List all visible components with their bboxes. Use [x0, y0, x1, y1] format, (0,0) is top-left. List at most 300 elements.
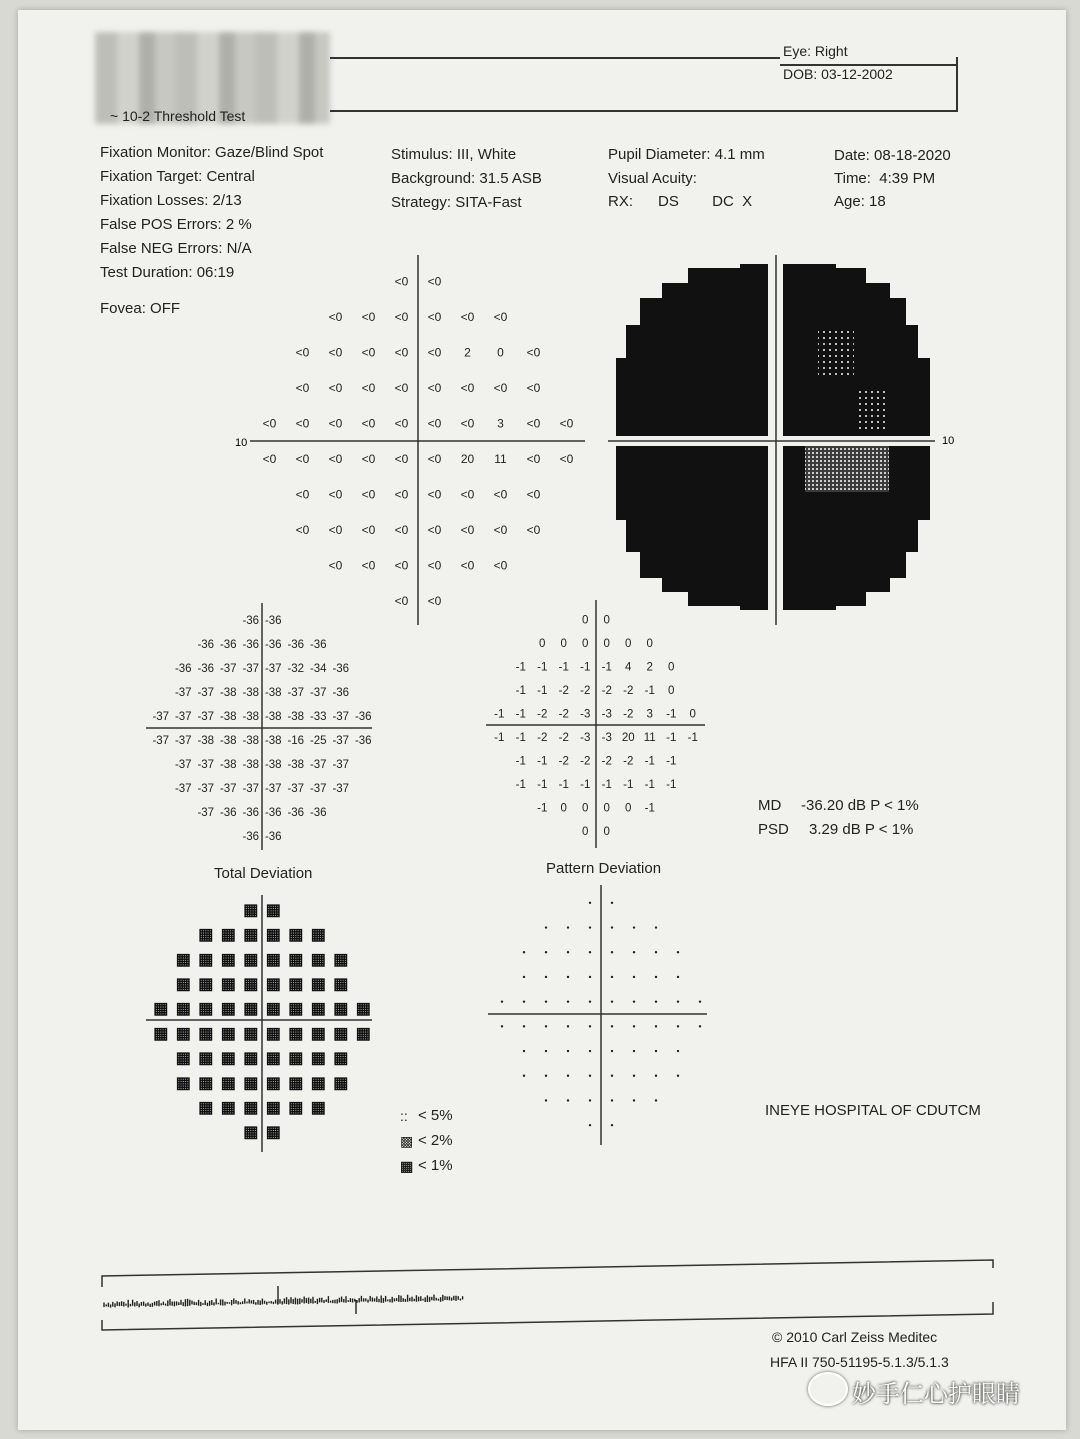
threshold-value: <0 [328, 522, 343, 537]
fixation-monitor: Fixation Monitor: Gaze/Blind Spot [100, 144, 324, 161]
legend-5pct-symbol: :: [400, 1108, 408, 1124]
td-prob-symbol-1pct: ▦ [220, 1000, 236, 1018]
threshold-value: 0 [497, 345, 504, 360]
pattern_deviation-value: 0 [560, 637, 567, 650]
test-title: ~ 10-2 Threshold Test [110, 108, 246, 124]
threshold-value: <0 [361, 309, 376, 324]
total_deviation-value: -37 [197, 807, 215, 820]
pattern_deviation-value: 0 [582, 637, 589, 650]
pattern_deviation-value: -2 [601, 755, 612, 768]
grayscale-axis-label: 10 [942, 435, 955, 447]
pattern_deviation-value: -1 [666, 755, 677, 768]
threshold-value: <0 [295, 345, 310, 360]
td-prob-symbol-1pct: ▦ [288, 1074, 304, 1092]
td-prob-symbol-1pct: ▦ [243, 1000, 259, 1018]
total_deviation-value: -37 [332, 711, 350, 724]
patient-age: Age: 18 [834, 193, 886, 210]
threshold-value: <0 [262, 416, 277, 431]
td-prob-symbol-1pct: ▦ [198, 1000, 214, 1018]
threshold-value: <0 [295, 416, 310, 431]
threshold-value: <0 [526, 416, 541, 431]
td-prob-symbol-1pct: ▦ [175, 1050, 191, 1068]
pattern_deviation-value: 0 [582, 802, 589, 815]
copyright-notice: © 2010 Carl Zeiss Meditec [772, 1329, 938, 1345]
threshold-value: <0 [427, 451, 442, 466]
threshold-value: <0 [427, 309, 442, 324]
test-time: Time: 4:39 PM [834, 170, 936, 187]
total_deviation-value: -37 [174, 711, 192, 724]
total_deviation-value: -38 [287, 711, 305, 724]
total_deviation-value: -36 [242, 615, 260, 628]
total_deviation-value: -38 [264, 735, 282, 748]
pattern_deviation-value: -2 [601, 684, 612, 697]
dob-label: DOB: 03-12-2002 [783, 66, 893, 82]
total_deviation-value: -37 [287, 783, 305, 796]
threshold-value: <0 [427, 487, 442, 502]
md-label: MD [758, 797, 782, 814]
pattern_deviation-value: 0 [668, 684, 675, 697]
threshold-value: <0 [427, 416, 442, 431]
td-prob-symbol-1pct: ▦ [198, 1074, 214, 1092]
total_deviation-value: -36 [287, 807, 305, 820]
threshold-value: 20 [460, 451, 475, 466]
td-prob-symbol-1pct: ▦ [175, 1074, 191, 1092]
threshold-value: <0 [493, 380, 508, 395]
td-prob-symbol-1pct: ▦ [355, 1000, 371, 1018]
total_deviation-value: -38 [242, 711, 260, 724]
threshold-value: <0 [460, 487, 475, 502]
total_deviation-value: -36 [197, 663, 215, 676]
total_deviation-value: -38 [219, 759, 237, 772]
threshold-value: <0 [460, 309, 475, 324]
threshold-value: <0 [559, 416, 574, 431]
pattern_deviation-value: 0 [603, 802, 610, 815]
td-prob-symbol-1pct: ▦ [198, 926, 214, 944]
td-prob-symbol-1pct: ▦ [265, 975, 281, 993]
pattern_deviation-value: 0 [603, 637, 610, 650]
test-duration: Test Duration: 06:19 [100, 264, 235, 281]
total_deviation-value: -37 [332, 735, 350, 748]
td-prob-symbol-1pct: ▦ [333, 1025, 349, 1043]
pattern_deviation-value: -2 [558, 708, 569, 721]
pattern_deviation-value: -2 [623, 684, 634, 697]
threshold-value: <0 [526, 451, 541, 466]
td-prob-symbol-1pct: ▦ [288, 926, 304, 944]
td-prob-symbol-1pct: ▦ [265, 1074, 281, 1092]
td-prob-symbol-1pct: ▦ [310, 951, 326, 969]
td-prob-symbol-1pct: ▦ [175, 1000, 191, 1018]
pattern_deviation-value: 0 [668, 661, 675, 674]
total_deviation-value: -36 [264, 615, 282, 628]
pattern_deviation-value: 0 [603, 825, 610, 838]
psd-value: 3.29 dB P < 1% [809, 821, 914, 838]
threshold-value: <0 [394, 274, 409, 289]
total_deviation-value: -36 [219, 807, 237, 820]
pattern_deviation-value: -2 [558, 755, 569, 768]
td-prob-symbol-1pct: ▦ [198, 1025, 214, 1043]
total_deviation-value: -25 [309, 735, 327, 748]
wechat-icon [808, 1372, 848, 1406]
rx: RX: DS DC X [608, 193, 753, 210]
md-value: -36.20 dB P < 1% [801, 797, 919, 814]
td-prob-symbol-1pct: ▦ [198, 951, 214, 969]
threshold-value: <0 [295, 487, 310, 502]
test-date: Date: 08-18-2020 [834, 147, 951, 164]
false-pos-errors: False POS Errors: 2 % [100, 216, 252, 233]
td-prob-symbol-1pct: ▦ [265, 1099, 281, 1117]
td-prob-symbol-1pct: ▦ [333, 1000, 349, 1018]
td-prob-symbol-1pct: ▦ [243, 1099, 259, 1117]
threshold-value: <0 [493, 487, 508, 502]
td-prob-symbol-1pct: ▦ [288, 1025, 304, 1043]
total_deviation-value: -37 [152, 735, 170, 748]
total_deviation-value: -32 [287, 663, 305, 676]
pattern_deviation-value: -1 [515, 661, 526, 674]
threshold-value: <0 [427, 380, 442, 395]
threshold-value: <0 [361, 451, 376, 466]
td-prob-symbol-1pct: ▦ [310, 1000, 326, 1018]
td-prob-symbol-1pct: ▦ [265, 1025, 281, 1043]
fovea-status: Fovea: OFF [100, 300, 181, 317]
total_deviation-value: -34 [309, 663, 327, 676]
total_deviation-value: -36 [242, 807, 260, 820]
pattern_deviation-value: 0 [539, 637, 546, 650]
td-prob-symbol-1pct: ▦ [198, 1099, 214, 1117]
threshold-value: <0 [394, 558, 409, 573]
total_deviation-value: -36 [264, 831, 282, 844]
pattern_deviation-value: -1 [601, 778, 612, 791]
pattern_deviation-value: 0 [603, 614, 610, 627]
fixation-losses: Fixation Losses: 2/13 [100, 192, 242, 209]
total_deviation-value: -37 [264, 663, 282, 676]
total_deviation-value: -37 [309, 783, 327, 796]
total-deviation-title: Total Deviation [214, 865, 313, 882]
threshold-value: <0 [295, 451, 310, 466]
td-prob-symbol-1pct: ▦ [333, 951, 349, 969]
total_deviation-value: -38 [242, 735, 260, 748]
total_deviation-value: -37 [242, 783, 260, 796]
pattern_deviation-value: -1 [537, 661, 548, 674]
td-prob-symbol-1pct: ▦ [333, 1074, 349, 1092]
total_deviation-value: -37 [242, 663, 260, 676]
gaze-strip-bottom-border [102, 1302, 993, 1330]
pupil-diameter: Pupil Diameter: 4.1 mm [608, 146, 765, 163]
total_deviation-value: -37 [174, 759, 192, 772]
pattern_deviation-value: -1 [687, 731, 698, 744]
td-prob-symbol-1pct: ▦ [265, 1124, 281, 1142]
td-prob-symbol-1pct: ▦ [243, 975, 259, 993]
td-prob-symbol-1pct: ▦ [288, 951, 304, 969]
total_deviation-value: -36 [264, 639, 282, 652]
pattern_deviation-value: 0 [625, 802, 632, 815]
threshold-value: <0 [361, 522, 376, 537]
threshold-value: <0 [394, 593, 409, 608]
threshold-value: <0 [328, 487, 343, 502]
total_deviation-value: -36 [264, 807, 282, 820]
threshold-value: <0 [328, 558, 343, 573]
psd-label: PSD [758, 821, 789, 838]
td-prob-symbol-1pct: ▦ [243, 926, 259, 944]
pattern_deviation-value: -3 [580, 708, 591, 721]
td-prob-symbol-1pct: ▦ [310, 1074, 326, 1092]
threshold-value: <0 [427, 522, 442, 537]
hospital-name: INEYE HOSPITAL OF CDUTCM [765, 1102, 981, 1119]
pattern_deviation-value: -1 [537, 802, 548, 815]
total_deviation-value: -38 [287, 759, 305, 772]
pattern_deviation-value: -1 [558, 661, 569, 674]
pattern_deviation-value: 0 [560, 802, 567, 815]
total_deviation-value: -36 [332, 663, 350, 676]
threshold-value: <0 [328, 451, 343, 466]
total_deviation-value: -37 [174, 735, 192, 748]
total_deviation-value: -36 [242, 639, 260, 652]
threshold-value: <0 [295, 522, 310, 537]
pattern_deviation-value: -1 [644, 778, 655, 791]
threshold-value: <0 [328, 309, 343, 324]
pattern_deviation-value: 0 [646, 637, 653, 650]
total_deviation-value: -37 [197, 783, 215, 796]
threshold-value: <0 [328, 380, 343, 395]
pattern_deviation-value: -1 [537, 684, 548, 697]
total_deviation-value: -37 [309, 759, 327, 772]
total_deviation-value: -38 [242, 687, 260, 700]
td-prob-symbol-1pct: ▦ [153, 1025, 169, 1043]
legend-2pct-label: < 2% [418, 1132, 453, 1149]
total_deviation-value: -37 [332, 783, 350, 796]
td-prob-symbol-1pct: ▦ [175, 951, 191, 969]
td-prob-symbol-1pct: ▦ [243, 951, 259, 969]
legend-1pct-label: < 1% [418, 1157, 453, 1174]
td-prob-symbol-1pct: ▦ [265, 1000, 281, 1018]
eye-label: Eye: Right [783, 43, 848, 59]
stimulus: Stimulus: III, White [391, 146, 517, 163]
threshold-value: <0 [361, 345, 376, 360]
total_deviation-value: -37 [309, 687, 327, 700]
td-prob-symbol-1pct: ▦ [243, 1074, 259, 1092]
total_deviation-value: -36 [219, 639, 237, 652]
pattern_deviation-value: -3 [580, 731, 591, 744]
total_deviation-value: -37 [197, 759, 215, 772]
td-prob-symbol-1pct: ▦ [198, 1050, 214, 1068]
total_deviation-value: -37 [287, 687, 305, 700]
pattern_deviation-value: -1 [601, 661, 612, 674]
pattern_deviation-value: 4 [625, 661, 632, 674]
total_deviation-value: -36 [242, 831, 260, 844]
td-prob-symbol-1pct: ▦ [333, 975, 349, 993]
pattern_deviation-value: -2 [537, 708, 548, 721]
legend-1pct-symbol: ▦ [400, 1158, 414, 1174]
pattern_deviation-value: 0 [582, 614, 589, 627]
td-prob-symbol-1pct: ▦ [310, 1025, 326, 1043]
pattern_deviation-value: 0 [689, 708, 696, 721]
threshold-value: <0 [493, 309, 508, 324]
pattern_deviation-value: -2 [580, 684, 591, 697]
threshold-value: <0 [526, 380, 541, 395]
total_deviation-value: -38 [219, 735, 237, 748]
td-prob-symbol-1pct: ▦ [153, 1000, 169, 1018]
pattern_deviation-value: -1 [494, 731, 505, 744]
total_deviation-value: -36 [332, 687, 350, 700]
td-prob-symbol-1pct: ▦ [355, 1025, 371, 1043]
threshold-value: <0 [262, 451, 277, 466]
pattern_deviation-value: -2 [558, 684, 569, 697]
threshold-axis-label: 10 [235, 437, 248, 449]
td-prob-symbol-1pct: ▦ [243, 901, 259, 919]
pattern_deviation-value: -3 [601, 708, 612, 721]
threshold-value: 2 [464, 345, 471, 360]
pattern_deviation-value: -2 [537, 731, 548, 744]
td-prob-symbol-1pct: ▦ [198, 975, 214, 993]
threshold-value: <0 [460, 558, 475, 573]
td-prob-symbol-1pct: ▦ [220, 1025, 236, 1043]
td-prob-symbol-1pct: ▦ [220, 1099, 236, 1117]
total_deviation-value: -38 [264, 687, 282, 700]
threshold-value: <0 [394, 345, 409, 360]
background: Background: 31.5 ASB [391, 170, 542, 187]
pattern_deviation-value: -1 [644, 684, 655, 697]
td-prob-symbol-1pct: ▦ [265, 901, 281, 919]
td-prob-symbol-1pct: ▦ [288, 975, 304, 993]
total_deviation-value: -38 [264, 759, 282, 772]
threshold-value: <0 [559, 451, 574, 466]
device-model: HFA II 750-51195-5.1.3/5.1.3 [770, 1354, 949, 1370]
threshold-value: <0 [493, 522, 508, 537]
pattern_deviation-value: -1 [558, 778, 569, 791]
legend-2pct-symbol: ▩ [400, 1133, 414, 1149]
threshold-value: <0 [394, 380, 409, 395]
total_deviation-value: -37 [219, 783, 237, 796]
legend-5pct-label: < 5% [418, 1107, 453, 1124]
total_deviation-value: -38 [219, 687, 237, 700]
threshold-value: <0 [295, 380, 310, 395]
td-prob-symbol-1pct: ▦ [310, 975, 326, 993]
pattern_deviation-value: -1 [666, 778, 677, 791]
total_deviation-value: -38 [219, 711, 237, 724]
threshold-value: <0 [394, 487, 409, 502]
pattern-deviation-title: Pattern Deviation [546, 860, 662, 877]
threshold-value: 3 [497, 416, 504, 431]
watermark-text: 妙手仁心护眼睛 [852, 1381, 1020, 1408]
pattern_deviation-value: -1 [515, 731, 526, 744]
total_deviation-value: -37 [264, 783, 282, 796]
td-prob-symbol-1pct: ▦ [220, 951, 236, 969]
total_deviation-value: -37 [332, 759, 350, 772]
threshold-value: <0 [526, 487, 541, 502]
threshold-value: <0 [493, 558, 508, 573]
threshold-value: 11 [494, 451, 507, 466]
pattern_deviation-value: -1 [580, 661, 591, 674]
threshold-value: <0 [394, 309, 409, 324]
threshold-value: <0 [427, 345, 442, 360]
visual-acuity: Visual Acuity: [608, 170, 697, 187]
td-prob-symbol-1pct: ▦ [220, 926, 236, 944]
td-prob-symbol-1pct: ▦ [288, 1050, 304, 1068]
total_deviation-value: -37 [197, 687, 215, 700]
pattern_deviation-value: -1 [644, 755, 655, 768]
total_deviation-value: -36 [354, 735, 372, 748]
td-prob-symbol-1pct: ▦ [220, 1074, 236, 1092]
pattern_deviation-value: -1 [515, 708, 526, 721]
pattern_deviation-value: 0 [625, 637, 632, 650]
threshold-value: <0 [460, 522, 475, 537]
total_deviation-value: -38 [197, 735, 215, 748]
threshold-value: <0 [328, 416, 343, 431]
td-prob-symbol-1pct: ▦ [175, 1025, 191, 1043]
pattern_deviation-value: -2 [623, 755, 634, 768]
threshold-value: <0 [526, 345, 541, 360]
pattern_deviation-value: 2 [646, 661, 653, 674]
threshold-value: <0 [460, 416, 475, 431]
total_deviation-value: -33 [309, 711, 327, 724]
pattern_deviation-value: -1 [666, 708, 677, 721]
total_deviation-value: -38 [264, 711, 282, 724]
threshold-value: <0 [361, 416, 376, 431]
threshold-value: <0 [394, 451, 409, 466]
threshold-value: <0 [361, 558, 376, 573]
pattern_deviation-value: -1 [494, 708, 505, 721]
pattern_deviation-value: -1 [537, 778, 548, 791]
pattern_deviation-value: 3 [646, 708, 653, 721]
td-prob-symbol-1pct: ▦ [333, 1050, 349, 1068]
td-prob-symbol-1pct: ▦ [310, 1050, 326, 1068]
total_deviation-value: -37 [174, 687, 192, 700]
threshold-value: <0 [328, 345, 343, 360]
pattern_deviation-value: -2 [580, 755, 591, 768]
pattern_deviation-value: -1 [644, 802, 655, 815]
pattern_deviation-value: -2 [623, 708, 634, 721]
pattern_deviation-value: -1 [666, 731, 677, 744]
td-prob-symbol-1pct: ▦ [175, 975, 191, 993]
td-prob-symbol-1pct: ▦ [310, 1099, 326, 1117]
total_deviation-value: -16 [287, 735, 305, 748]
td-prob-symbol-1pct: ▦ [288, 1000, 304, 1018]
pattern_deviation-value: -1 [515, 778, 526, 791]
pattern_deviation-value: -2 [558, 731, 569, 744]
pattern_deviation-value: -1 [623, 778, 634, 791]
total_deviation-value: -36 [309, 639, 327, 652]
threshold-value: <0 [427, 274, 442, 289]
strategy: Strategy: SITA-Fast [391, 194, 522, 211]
pattern_deviation-value: -3 [601, 731, 612, 744]
fixation-target: Fixation Target: Central [100, 168, 255, 185]
pattern_deviation-value: 20 [621, 731, 635, 744]
total_deviation-value: -37 [152, 711, 170, 724]
total_deviation-value: -36 [174, 663, 192, 676]
td-prob-symbol-1pct: ▦ [265, 1050, 281, 1068]
td-prob-symbol-1pct: ▦ [220, 975, 236, 993]
gaze-strip-top-border [102, 1260, 993, 1287]
td-prob-symbol-1pct: ▦ [265, 926, 281, 944]
total_deviation-value: -36 [354, 711, 372, 724]
total_deviation-value: -36 [309, 807, 327, 820]
threshold-value: <0 [361, 487, 376, 502]
pattern_deviation-value: 11 [643, 731, 656, 744]
pattern_deviation-value: -1 [515, 755, 526, 768]
pattern_deviation-value: -1 [537, 755, 548, 768]
threshold-value: <0 [394, 416, 409, 431]
total_deviation-value: -36 [197, 639, 215, 652]
total_deviation-value: -36 [287, 639, 305, 652]
td-prob-symbol-1pct: ▦ [243, 1124, 259, 1142]
total_deviation-value: -38 [242, 759, 260, 772]
td-prob-symbol-1pct: ▦ [243, 1025, 259, 1043]
pattern_deviation-value: 0 [582, 825, 589, 838]
threshold-value: <0 [460, 380, 475, 395]
total_deviation-value: -37 [197, 711, 215, 724]
total_deviation-value: -37 [174, 783, 192, 796]
threshold-value: <0 [427, 558, 442, 573]
total_deviation-value: -37 [219, 663, 237, 676]
